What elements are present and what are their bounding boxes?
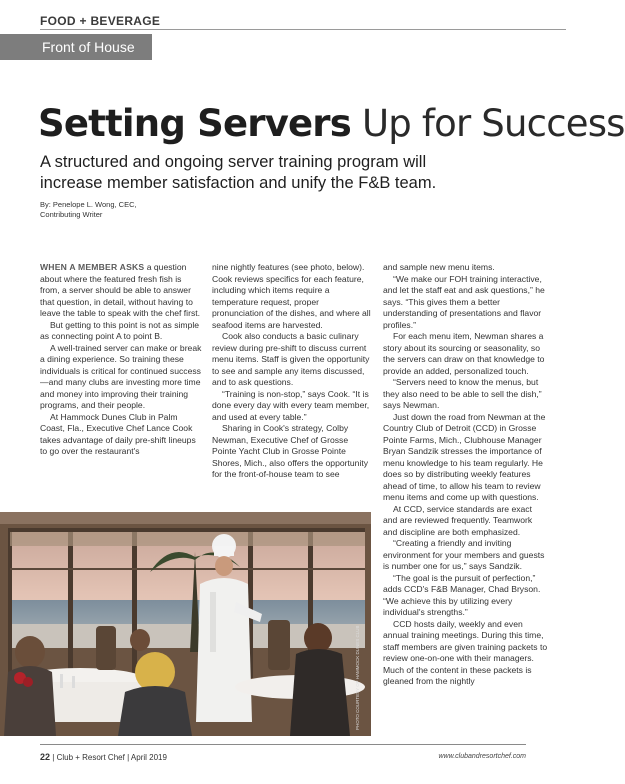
paragraph: At CCD, service standards are exact and are reviewed frequently. Teamwork and discipline are both emphasized. — [383, 503, 533, 537]
dining-room-photo — [0, 512, 371, 736]
byline-role: Contributing Writer — [40, 210, 103, 219]
footer-separator: | — [52, 753, 57, 762]
paragraph: For each menu item, Newman shares a story about its sourcing or seasonality, so the servers can draw on that knowledge to provide an added, personalized touch. — [383, 331, 545, 376]
paragraph: CCD hosts daily, weekly and even annual training meetings. During this time, staff members are given training packets to review one-on-one with their managers. Much of the content in these packets is gleaned from the nightly — [383, 618, 548, 686]
paragraph: “The goal is the pursuit of perfection,” adds CCD's F&B Manager, Chad Bryson. “We achieve this by utilizing every individual's strengths.” — [383, 572, 541, 617]
paragraph: A well-trained server can make or break a dining experience. So training these individuals is critical for continued success—and many clubs are investing more time and money into improving their training programs, and their people. — [40, 342, 202, 410]
paragraph: “Training is non-stop,” says Cook. “It is done every day with every team member, and used at every table.” — [212, 388, 370, 422]
headline-bold: Setting Servers — [38, 102, 351, 145]
top-rule — [40, 29, 566, 30]
headline — [38, 102, 625, 146]
paragraph: Just down the road from Newman at the Country Club of Detroit (CCD) in Grosse Pointe Farms, Mich., Clubhouse Manager Bryan Sandzik stresses the importance of menu knowledge to his team regularly. He does so by distributing weekly features ahead of time, to allow his team to review menu items and come up with questions. — [383, 411, 546, 502]
paragraph: “We make our FOH training interactive, and let the staff eat and ask questions,” he says. “This gives them a better understanding of presentations and flavor profiles.” — [383, 273, 545, 330]
paragraph: At Hammock Dunes Club in Palm Coast, Fla., Executive Chef Lance Cook takes advantage of daily pre-shift lineups to go over the restaurant's — [40, 411, 196, 456]
column-1 — [40, 262, 202, 458]
paragraph-text: a question about where the featured fresh fish is from, a server should be able to answer that question, in detail, without having to leave the table to speak with the chef first. — [40, 262, 201, 318]
paragraph: But getting to this point is not as simple as connecting point A to point B. — [40, 319, 200, 341]
photo-credit: PHOTO COURTESY OF HAMMOCK DUNES CLUB — [355, 625, 360, 730]
lead-in: WHEN A MEMBER ASKS — [40, 262, 145, 272]
section-banner: Front of House — [0, 34, 152, 60]
page-number: 22 — [40, 752, 51, 762]
photo-illustration — [0, 512, 371, 736]
paragraph — [40, 262, 202, 320]
byline-author: By: Penelope L. Wong, CEC, — [40, 200, 137, 209]
byline — [40, 200, 240, 220]
website-url: www.clubandresortchef.com — [438, 753, 526, 760]
paragraph: Sharing in Cook's strategy, Colby Newman, Executive Chef of Grosse Pointe Yacht Club in Grosse Pointe Shores, Mich., also offers the opportunity for the front-of-house team to see — [212, 423, 369, 479]
paragraph: and sample new menu items. — [383, 262, 495, 272]
section-tag: FOOD + BEVERAGE — [40, 14, 161, 28]
headline-light: Up for Success — [350, 102, 625, 145]
footer-rule — [40, 744, 526, 745]
paragraph: Cook also conducts a basic culinary review during pre-shift to discuss current menu items. Staff is given the opportunity to see and sample any items discussed, and to ask questions. — [212, 331, 370, 387]
deck: A structured and ongoing server training program will increase member satisfaction and unify the F&B team. — [40, 153, 437, 192]
footer-folio — [40, 752, 167, 762]
paragraph: nine nightly features (see photo, below). Cook reviews specifics for each feature, including which items require a temperature request, proper pronunciation of the dishes, and where all seafood items are harvested. — [212, 262, 371, 330]
paragraph: “Creating a friendly and inviting environment for your members and guests is number one for us,” says Sandzik. — [383, 538, 545, 571]
paragraph: “Servers need to know the menus, but they also need to be able to sell the dish,” says Newman. — [383, 377, 542, 410]
column-3 — [383, 262, 548, 688]
column-2 — [212, 262, 372, 481]
issue-date: April 2019 — [130, 753, 167, 762]
publication-name: Club + Resort Chef — [56, 753, 125, 762]
footer-separator: | — [127, 753, 131, 762]
